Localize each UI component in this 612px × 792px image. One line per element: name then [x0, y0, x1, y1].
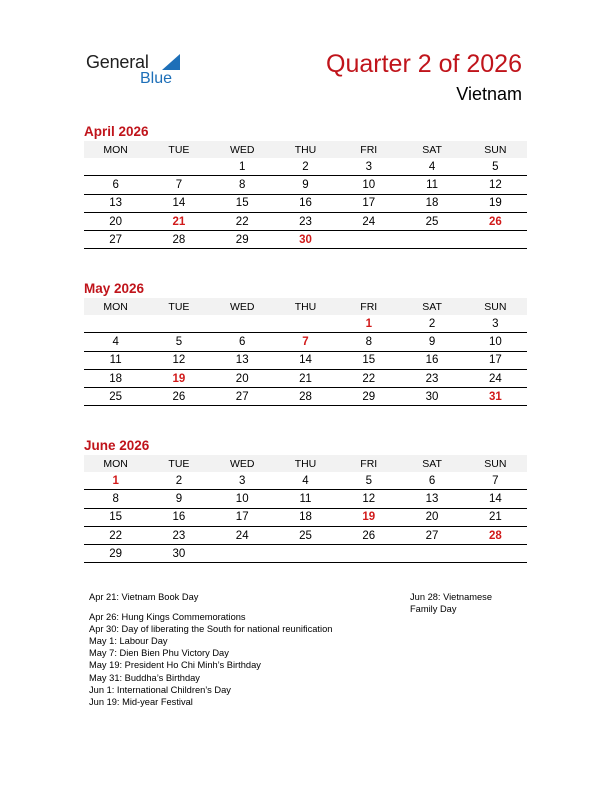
day-cell: 20: [400, 508, 463, 526]
day-cell: 12: [337, 490, 400, 508]
week-row: [84, 369, 527, 387]
day-cell: 11: [400, 176, 463, 194]
week-row: [84, 194, 527, 212]
day-cell: 24: [337, 212, 400, 230]
day-cell: 7: [147, 176, 210, 194]
week-row: [84, 315, 527, 333]
empty-day-cell: [211, 545, 274, 563]
weekday-header: FRI: [337, 298, 400, 315]
weekday-header: THU: [274, 298, 337, 315]
empty-day-cell: [400, 545, 463, 563]
week-row: [84, 231, 527, 249]
calendar-table: [84, 455, 527, 563]
day-cell: 13: [400, 490, 463, 508]
country-name: Vietnam: [456, 84, 522, 104]
empty-day-cell: [84, 158, 147, 176]
day-cell: 21: [147, 212, 210, 230]
weekday-header: FRI: [337, 141, 400, 158]
holiday-note: May 19: President Ho Chi Minh’s Birthday: [89, 660, 261, 671]
weekday-header: THU: [274, 141, 337, 158]
holiday-note-line: Family Day: [410, 604, 457, 615]
day-cell: 10: [211, 490, 274, 508]
day-cell: 10: [337, 176, 400, 194]
day-cell: 23: [400, 369, 463, 387]
weekday-header: MON: [84, 298, 147, 315]
day-cell: 16: [147, 508, 210, 526]
day-cell: 29: [84, 545, 147, 563]
calendar-table: [84, 298, 527, 406]
day-cell: 21: [274, 369, 337, 387]
day-cell: 1: [211, 158, 274, 176]
day-cell: 22: [211, 212, 274, 230]
month-title: May 2026: [84, 281, 145, 296]
day-cell: 1: [337, 315, 400, 333]
month-title: April 2026: [84, 124, 149, 139]
week-row: [84, 508, 527, 526]
empty-day-cell: [400, 231, 463, 249]
month-june: [84, 437, 527, 563]
month-title: June 2026: [84, 438, 150, 453]
day-cell: 9: [400, 333, 463, 351]
day-cell: 14: [147, 194, 210, 212]
weekday-header: SAT: [400, 455, 463, 472]
day-cell: 17: [337, 194, 400, 212]
day-cell: 4: [84, 333, 147, 351]
day-cell: 17: [464, 351, 527, 369]
weekday-header: TUE: [147, 455, 210, 472]
empty-day-cell: [84, 315, 147, 333]
day-cell: 8: [211, 176, 274, 194]
weekday-header: FRI: [337, 455, 400, 472]
holiday-note-side: [410, 591, 520, 616]
holiday-note: Apr 30: Day of liberating the South for national reunification: [89, 624, 333, 635]
week-row: [84, 212, 527, 230]
day-cell: 31: [464, 388, 527, 406]
day-cell: 2: [400, 315, 463, 333]
day-cell: 5: [337, 472, 400, 490]
day-cell: 24: [464, 369, 527, 387]
day-cell: 3: [337, 158, 400, 176]
day-cell: 4: [274, 472, 337, 490]
day-cell: 19: [147, 369, 210, 387]
logo-triangle-icon: [162, 54, 180, 70]
day-cell: 18: [84, 369, 147, 387]
week-row: [84, 526, 527, 544]
day-cell: 25: [400, 212, 463, 230]
empty-day-cell: [464, 231, 527, 249]
day-cell: 18: [274, 508, 337, 526]
day-cell: 21: [464, 508, 527, 526]
day-cell: 17: [211, 508, 274, 526]
day-cell: 27: [211, 388, 274, 406]
week-row: [84, 545, 527, 563]
week-row: [84, 490, 527, 508]
weekday-header: SUN: [464, 298, 527, 315]
day-cell: 16: [274, 194, 337, 212]
holiday-note: May 7: Dien Bien Phu Victory Day: [89, 648, 229, 659]
day-cell: 10: [464, 333, 527, 351]
week-row: [84, 333, 527, 351]
day-cell: 9: [147, 490, 210, 508]
weekday-header: TUE: [147, 298, 210, 315]
day-cell: 26: [464, 212, 527, 230]
day-cell: 19: [464, 194, 527, 212]
day-cell: 15: [337, 351, 400, 369]
day-cell: 16: [400, 351, 463, 369]
day-cell: 7: [464, 472, 527, 490]
day-cell: 3: [211, 472, 274, 490]
weekday-header: WED: [211, 455, 274, 472]
day-cell: 29: [337, 388, 400, 406]
day-cell: 27: [84, 231, 147, 249]
week-row: [84, 388, 527, 406]
weekday-header: TUE: [147, 141, 210, 158]
empty-day-cell: [337, 545, 400, 563]
calendar-table: [84, 141, 527, 249]
day-cell: 20: [211, 369, 274, 387]
day-cell: 22: [337, 369, 400, 387]
day-cell: 26: [337, 526, 400, 544]
day-cell: 23: [147, 526, 210, 544]
day-cell: 6: [400, 472, 463, 490]
day-cell: 11: [274, 490, 337, 508]
day-cell: 18: [400, 194, 463, 212]
day-cell: 8: [84, 490, 147, 508]
holiday-note: Jun 19: Mid-year Festival: [89, 696, 193, 707]
weekday-header: SUN: [464, 141, 527, 158]
empty-day-cell: [147, 158, 210, 176]
holiday-note: May 31: Buddha’s Birthday: [89, 672, 200, 683]
weekday-header: SUN: [464, 455, 527, 472]
page-title: Quarter 2 of 2026: [326, 50, 522, 78]
day-cell: 8: [337, 333, 400, 351]
day-cell: 30: [400, 388, 463, 406]
week-row: [84, 176, 527, 194]
day-cell: 28: [147, 231, 210, 249]
weekday-header: MON: [84, 141, 147, 158]
day-cell: 19: [337, 508, 400, 526]
day-cell: 13: [84, 194, 147, 212]
day-cell: 12: [464, 176, 527, 194]
logo: [86, 50, 196, 90]
day-cell: 6: [211, 333, 274, 351]
day-cell: 26: [147, 388, 210, 406]
day-cell: 25: [84, 388, 147, 406]
month-april: [84, 123, 527, 249]
weekday-header: THU: [274, 455, 337, 472]
day-cell: 30: [147, 545, 210, 563]
holiday-note: Apr 26: Hung Kings Commemorations: [89, 612, 246, 623]
day-cell: 25: [274, 526, 337, 544]
empty-day-cell: [337, 231, 400, 249]
day-cell: 20: [84, 212, 147, 230]
weekday-header: SAT: [400, 141, 463, 158]
weekday-header: MON: [84, 455, 147, 472]
day-cell: 15: [211, 194, 274, 212]
logo-blue-text: Blue: [140, 70, 173, 87]
weekday-header: WED: [211, 298, 274, 315]
empty-day-cell: [274, 545, 337, 563]
day-cell: 3: [464, 315, 527, 333]
day-cell: 7: [274, 333, 337, 351]
day-cell: 12: [147, 351, 210, 369]
day-cell: 27: [400, 526, 463, 544]
day-cell: 13: [211, 351, 274, 369]
month-may: [84, 280, 527, 406]
day-cell: 1: [84, 472, 147, 490]
day-cell: 23: [274, 212, 337, 230]
weekday-header: SAT: [400, 298, 463, 315]
week-row: [84, 158, 527, 176]
day-cell: 24: [211, 526, 274, 544]
day-cell: 14: [464, 490, 527, 508]
day-cell: 28: [274, 388, 337, 406]
holiday-notes: [89, 591, 389, 708]
day-cell: 4: [400, 158, 463, 176]
day-cell: 28: [464, 526, 527, 544]
day-cell: 2: [274, 158, 337, 176]
day-cell: 5: [147, 333, 210, 351]
day-cell: 14: [274, 351, 337, 369]
empty-day-cell: [147, 315, 210, 333]
day-cell: 22: [84, 526, 147, 544]
week-row: [84, 472, 527, 490]
day-cell: 5: [464, 158, 527, 176]
day-cell: 11: [84, 351, 147, 369]
weekday-header: WED: [211, 141, 274, 158]
empty-day-cell: [464, 545, 527, 563]
logo-general-text: General: [86, 52, 149, 72]
day-cell: 15: [84, 508, 147, 526]
day-cell: 30: [274, 231, 337, 249]
holiday-note: Apr 21: Vietnam Book Day: [89, 592, 199, 602]
week-row: [84, 351, 527, 369]
day-cell: 2: [147, 472, 210, 490]
holiday-note: May 1: Labour Day: [89, 636, 168, 647]
day-cell: 9: [274, 176, 337, 194]
day-cell: 6: [84, 176, 147, 194]
holiday-note: Jun 1: International Children’s Day: [89, 684, 231, 695]
holiday-note-line: Jun 28: Vietnamese: [410, 592, 493, 602]
empty-day-cell: [274, 315, 337, 333]
empty-day-cell: [211, 315, 274, 333]
day-cell: 29: [211, 231, 274, 249]
